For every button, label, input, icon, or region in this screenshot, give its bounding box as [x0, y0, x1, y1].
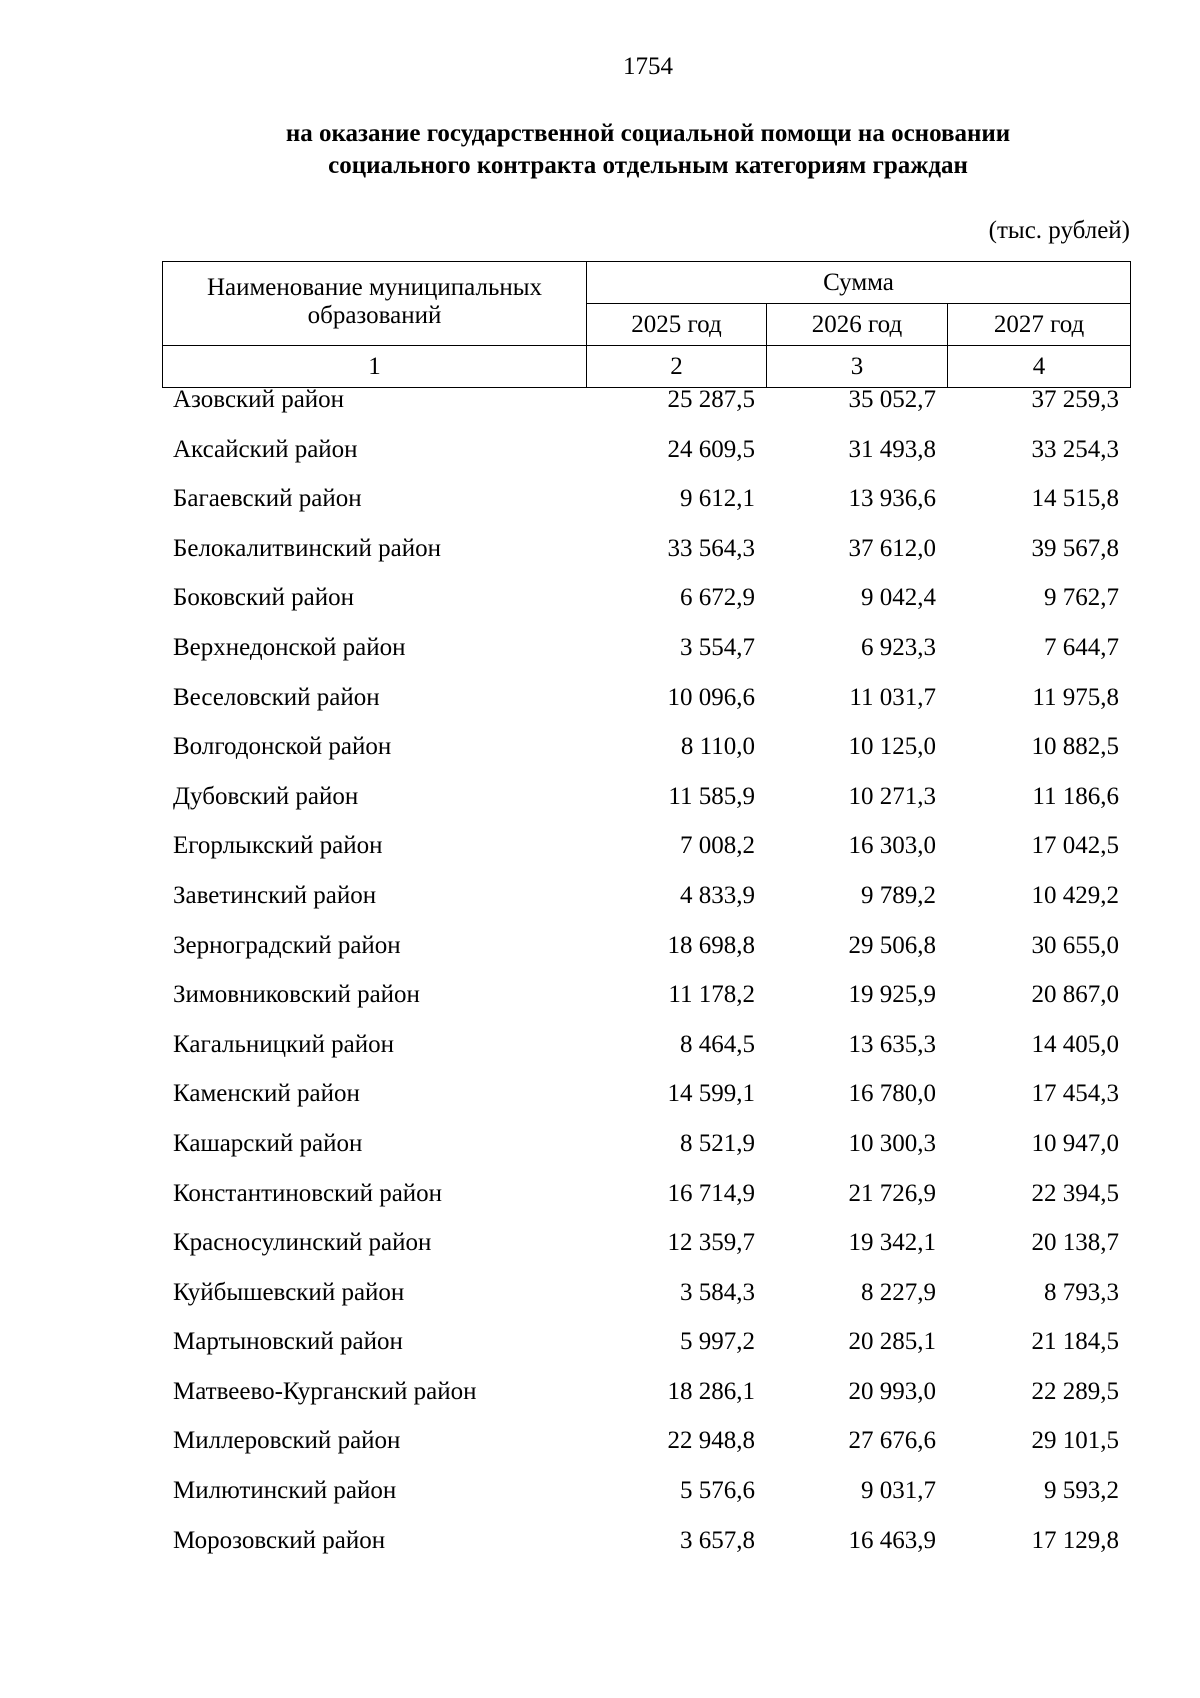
- district-name-cell: Куйбышевский район: [173, 1278, 405, 1306]
- district-name-cell: Боковский район: [173, 584, 354, 612]
- value-2025-cell: 4 833,9: [680, 881, 755, 909]
- value-2026-cell: 16 463,9: [848, 1526, 936, 1554]
- value-2025-cell: 18 698,8: [667, 931, 755, 959]
- value-2027-cell: 22 289,5: [1031, 1377, 1119, 1405]
- district-name-cell: Матвеево-Курганский район: [173, 1377, 477, 1405]
- table-row: [162, 435, 1130, 485]
- district-name-cell: Аксайский район: [173, 435, 358, 463]
- district-name-cell: Милютинский район: [173, 1477, 397, 1505]
- district-name-cell: Азовский район: [173, 386, 345, 413]
- value-2026-cell: 10 300,3: [848, 1129, 936, 1157]
- value-2027-cell: 9 762,7: [1044, 584, 1119, 612]
- value-2026-cell: 13 635,3: [848, 1030, 936, 1058]
- district-name-cell: Дубовский район: [173, 782, 359, 810]
- value-2026-cell: 9 031,7: [861, 1477, 936, 1505]
- table-row: [162, 1377, 1130, 1427]
- district-name-cell: Миллеровский район: [173, 1427, 401, 1455]
- value-2027-cell: 39 567,8: [1031, 534, 1119, 562]
- table-row: [162, 831, 1130, 881]
- district-name-cell: Зерноградский район: [173, 931, 401, 959]
- header-name-column: Наименование муниципальных образований: [163, 262, 587, 346]
- value-2027-cell: 17 129,8: [1031, 1526, 1119, 1554]
- value-2026-cell: 16 780,0: [848, 1080, 936, 1108]
- value-2027-cell: 11 975,8: [1032, 683, 1119, 711]
- title-line-2: социального контракта отдельным категориям граждан: [328, 152, 968, 179]
- value-2027-cell: 10 429,2: [1031, 881, 1119, 909]
- value-2027-cell: 22 394,5: [1031, 1179, 1119, 1207]
- value-2027-cell: 11 186,6: [1032, 782, 1119, 810]
- value-2026-cell: 37 612,0: [848, 534, 936, 562]
- value-2025-cell: 8 464,5: [680, 1030, 755, 1058]
- district-name-cell: Кагальницкий район: [173, 1030, 395, 1058]
- table-row: [162, 1476, 1130, 1526]
- value-2027-cell: 17 042,5: [1031, 832, 1119, 860]
- value-2025-cell: 3 584,3: [680, 1278, 755, 1306]
- header-number-2: 2: [587, 346, 767, 388]
- district-name-cell: Морозовский район: [173, 1526, 386, 1554]
- table-row: [162, 732, 1130, 782]
- value-2026-cell: 16 303,0: [848, 832, 936, 860]
- value-2025-cell: 5 997,2: [680, 1328, 755, 1356]
- value-2026-cell: 9 789,2: [861, 881, 936, 909]
- value-2026-cell: 35 052,7: [848, 386, 936, 413]
- value-2025-cell: 3 657,8: [680, 1526, 755, 1554]
- table-row: [162, 1079, 1130, 1129]
- value-2027-cell: 10 882,5: [1031, 733, 1119, 761]
- table-row: [162, 1526, 1130, 1576]
- value-2026-cell: 27 676,6: [848, 1427, 936, 1455]
- value-2025-cell: 8 110,0: [680, 733, 755, 761]
- district-name-cell: Веселовский район: [173, 683, 380, 711]
- header-number-3: 3: [767, 346, 948, 388]
- value-2025-cell: 11 585,9: [668, 782, 755, 810]
- district-name-cell: Заветинский район: [173, 881, 377, 909]
- value-2027-cell: 10 947,0: [1031, 1129, 1119, 1157]
- value-2026-cell: 20 285,1: [848, 1328, 936, 1356]
- title-line-1: на оказание государственной социальной помощи на основании: [285, 120, 1011, 147]
- table-row: [162, 1327, 1130, 1377]
- value-2026-cell: 9 042,4: [861, 584, 936, 612]
- table-row: [162, 385, 1130, 435]
- header-number-1: 1: [163, 346, 587, 388]
- header-year-2027: 2027 год: [948, 304, 1131, 346]
- district-name-cell: Белокалитвинский район: [173, 534, 441, 562]
- value-2025-cell: 10 096,6: [667, 683, 755, 711]
- table-row: [162, 633, 1130, 683]
- table-row: [162, 534, 1130, 584]
- value-2026-cell: 10 125,0: [848, 733, 936, 761]
- district-name-cell: Красносулинский район: [173, 1229, 432, 1257]
- value-2027-cell: 14 405,0: [1031, 1030, 1119, 1058]
- district-name-cell: Волгодонской район: [173, 733, 392, 761]
- district-name-cell: Каменский район: [173, 1080, 360, 1108]
- table-row: [162, 1030, 1130, 1080]
- table-row: [162, 1426, 1130, 1476]
- value-2025-cell: 12 359,7: [667, 1229, 755, 1257]
- value-2027-cell: 17 454,3: [1031, 1080, 1119, 1108]
- table-row: [162, 1179, 1130, 1229]
- page-number: 1754: [623, 53, 673, 80]
- district-name-cell: Зимовниковский район: [173, 981, 420, 1009]
- value-2025-cell: 16 714,9: [667, 1179, 755, 1207]
- table-row: [162, 931, 1130, 981]
- value-2025-cell: 25 287,5: [667, 386, 755, 413]
- table-row: [162, 980, 1130, 1030]
- value-2025-cell: 6 672,9: [680, 584, 755, 612]
- value-2026-cell: 21 726,9: [848, 1179, 936, 1207]
- value-2027-cell: 14 515,8: [1031, 485, 1119, 513]
- value-2026-cell: 20 993,0: [848, 1377, 936, 1405]
- value-2026-cell: 8 227,9: [861, 1278, 936, 1306]
- value-2025-cell: 7 008,2: [680, 832, 755, 860]
- table-header: [162, 261, 1131, 388]
- header-year-2025: 2025 год: [587, 304, 767, 346]
- value-2025-cell: 8 521,9: [680, 1129, 755, 1157]
- value-2027-cell: 21 184,5: [1031, 1328, 1119, 1356]
- value-2027-cell: 33 254,3: [1031, 435, 1119, 463]
- value-2027-cell: 20 867,0: [1031, 981, 1119, 1009]
- value-2027-cell: 7 644,7: [1044, 633, 1119, 661]
- value-2027-cell: 37 259,3: [1031, 386, 1119, 413]
- value-2027-cell: 8 793,3: [1044, 1278, 1119, 1306]
- header-sum-column: Сумма: [587, 262, 1131, 304]
- table-row: [162, 1228, 1130, 1278]
- district-name-cell: Константиновский район: [173, 1179, 443, 1207]
- data-table: [162, 385, 1130, 1575]
- header-number-4: 4: [948, 346, 1131, 388]
- value-2026-cell: 29 506,8: [848, 931, 936, 959]
- value-2027-cell: 20 138,7: [1031, 1229, 1119, 1257]
- header-year-2026: 2026 год: [767, 304, 948, 346]
- value-2027-cell: 9 593,2: [1044, 1477, 1119, 1505]
- value-2027-cell: 29 101,5: [1031, 1427, 1119, 1455]
- value-2025-cell: 11 178,2: [668, 981, 755, 1009]
- value-2025-cell: 18 286,1: [667, 1377, 755, 1405]
- value-2025-cell: 5 576,6: [680, 1477, 755, 1505]
- value-2025-cell: 3 554,7: [680, 633, 755, 661]
- value-2025-cell: 24 609,5: [667, 435, 755, 463]
- district-name-cell: Кашарский район: [173, 1129, 363, 1157]
- district-name-cell: Багаевский район: [173, 485, 362, 513]
- value-2026-cell: 11 031,7: [849, 683, 936, 711]
- table-row: [162, 782, 1130, 832]
- value-2026-cell: 19 925,9: [848, 981, 936, 1009]
- value-2025-cell: 33 564,3: [667, 534, 755, 562]
- value-2026-cell: 10 271,3: [848, 782, 936, 810]
- table-row: [162, 1129, 1130, 1179]
- value-2026-cell: 19 342,1: [848, 1229, 936, 1257]
- value-2025-cell: 9 612,1: [680, 485, 755, 513]
- district-name-cell: Егорлыкский район: [173, 832, 383, 860]
- table-row: [162, 683, 1130, 733]
- value-2026-cell: 6 923,3: [861, 633, 936, 661]
- table-row: [162, 1278, 1130, 1328]
- district-name-cell: Мартыновский район: [173, 1328, 403, 1356]
- table-row: [162, 583, 1130, 633]
- data-table-body: [162, 385, 1130, 1575]
- table-row: [162, 484, 1130, 534]
- value-2026-cell: 13 936,6: [848, 485, 936, 513]
- value-2026-cell: 31 493,8: [848, 435, 936, 463]
- units-label: (тыс. рублей): [988, 217, 1130, 244]
- value-2025-cell: 14 599,1: [667, 1080, 755, 1108]
- district-name-cell: Верхнедонской район: [173, 633, 406, 661]
- table-row: [162, 881, 1130, 931]
- document-title: [0, 118, 1200, 182]
- value-2027-cell: 30 655,0: [1031, 931, 1119, 959]
- value-2025-cell: 22 948,8: [667, 1427, 755, 1455]
